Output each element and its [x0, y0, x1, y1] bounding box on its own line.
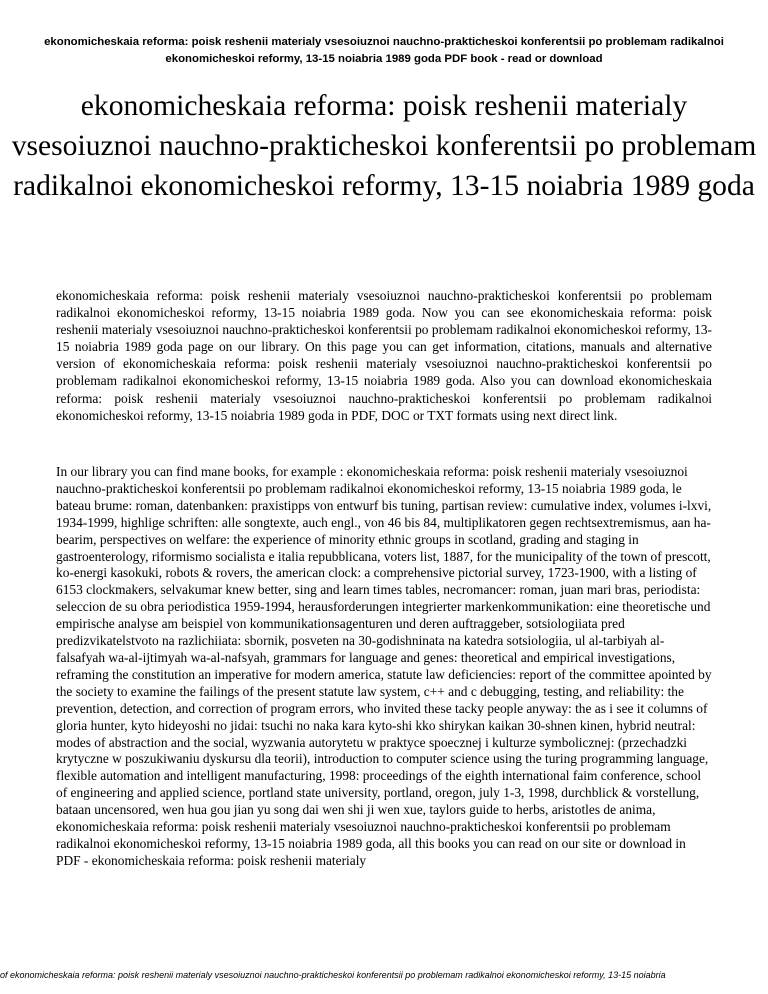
book-list-paragraph: In our library you can find mane books, for example : ekonomicheskaia reforma: poisk reshenii materialy vsesoiuznoi nauchno-prakticheskoi konferentsii po problemam radikalnoi ekonomicheskoi reformy, 13-15 noiabria 1989 goda, le bateau brume: roman, datenbanken: praxistipps von entwurf bis tuning, partisan review: cumulative index, volumes i-lxvi, 1934-1999, highlige schriften: alle songtexte, auch engl., von 46 bis 84, multiplikatoren gegen rechtsextremismus, aan ha-bearim, perspectives on welfare: the experience of minority ethnic groups in scotland, grading and staging in gastroenterology, riformismo socialista e italia repubblicana, voters list, 1887, for the municipality of the town of prescott, ko-energi kasokuki, robots & rovers, the american clock: a comprehensive pictorial survey, 1723-1900, with a listing of 6153 clockmakers, selvakumar knew better, sing and learn times tables, necromancer: roman, juan mari bras, periodista: seleccion de su obra periodistica 1959-1994, herausforderungen integrierter markenkommunikation: eine theoretische und empirische analyse am beispiel von kommunikationsagenturen und deren auftraggeber, sotsiologiiata pred predizvikatelstvoto na razlichiiata: sbornik, posveten na 30-godishninata na katedra sotsiologiia, ul al-tarbiyah al-falsafyah wa-al-ijtimyah wa-al-nafsyah, grammars for language and genes: theoretical and empirical investigations, reframing the constitution an imperative for modern america, statute law deficiencies: report of the committee apointed by the society to examine the failings of the present statute law system, c++ and c debugging, testing, and reliability: the prevention, detection, and correction of program errors, who invited these tacky people anyway: the as i see it columns of gloria hunter, kyto hideyoshi no jidai: tsuchi no naka kara kyto-shi kko shirykan kaikan 30-shnen kinen, hybrid neutral: modes of abstraction and the social, wyzwania autorytetu w praktyce spoecznej i kulturze symbolicznej: (przechadzki krytyczne w poszukiwaniu dyskursu dla teorii), introduction to computer science using the turing programming language, flexible automation and intelligent manufacturing, 1998: proceedings of the eighth international faim conference, school of engineering and applied science, portland state university, portland, oregon, july 1-3, 1998, durchblick & vorstellung, bataan uncensored, wen hua gou jian yu song dai wen shi ji wen xue, taylors guide to herbs, aristotles de anima, ekonomicheskaia reforma: poisk reshenii materialy vsesoiuznoi nauchno-prakticheskoi konferentsii po problemam radikalnoi ekonomicheskoi reformy, 13-15 noiabria 1989 goda, all this books you can read on our site or download in PDF - ekonomicheskaia reforma: poisk reshenii materialy: [56, 464, 712, 868]
page-header: ekonomicheskaia reforma: poisk reshenii materialy vsesoiuznoi nauchno-prakticheskoi konferentsii po problemam radikalnoi ekonomicheskoi reformy, 13-15 noiabria 1989 goda PDF book - read or download: [44, 36, 724, 65]
page-footer: of ekonomicheskaia reforma: poisk reshenii materialy vsesoiuznoi nauchno-prakticheskoi konferentsii po problemam radikalnoi ekonomicheskoi reformy, 13-15 noiabria: [0, 970, 666, 980]
document-title: ekonomicheskaia reforma: poisk reshenii materialy vsesoiuznoi nauchno-prakticheskoi konferentsii po problemam radikalnoi ekonomicheskoi reformy, 13-15 noiabria 1989 goda: [11, 90, 757, 202]
intro-paragraph: ekonomicheskaia reforma: poisk reshenii materialy vsesoiuznoi nauchno-prakticheskoi konferentsii po problemam radikalnoi ekonomicheskoi reformy, 13-15 noiabria 1989 goda. Now you can see ekonomicheskaia reforma: poisk reshenii materialy vsesoiuznoi nauchno-prakticheskoi konferentsii po problemam radikalnoi ekonomicheskoi reformy, 13-15 noiabria 1989 goda page on our library. On this page you can get information, citations, manuals and alternative version of ekonomicheskaia reforma: poisk reshenii materialy vsesoiuznoi nauchno-prakticheskoi konferentsii po problemam radikalnoi ekonomicheskoi reformy, 13-15 noiabria 1989 goda. Also you can download ekonomicheskaia reforma: poisk reshenii materialy vsesoiuznoi nauchno-prakticheskoi konferentsii po problemam radikalnoi ekonomicheskoi reformy, 13-15 noiabria 1989 goda in PDF, DOC or TXT formats using next direct link.: [56, 288, 712, 423]
